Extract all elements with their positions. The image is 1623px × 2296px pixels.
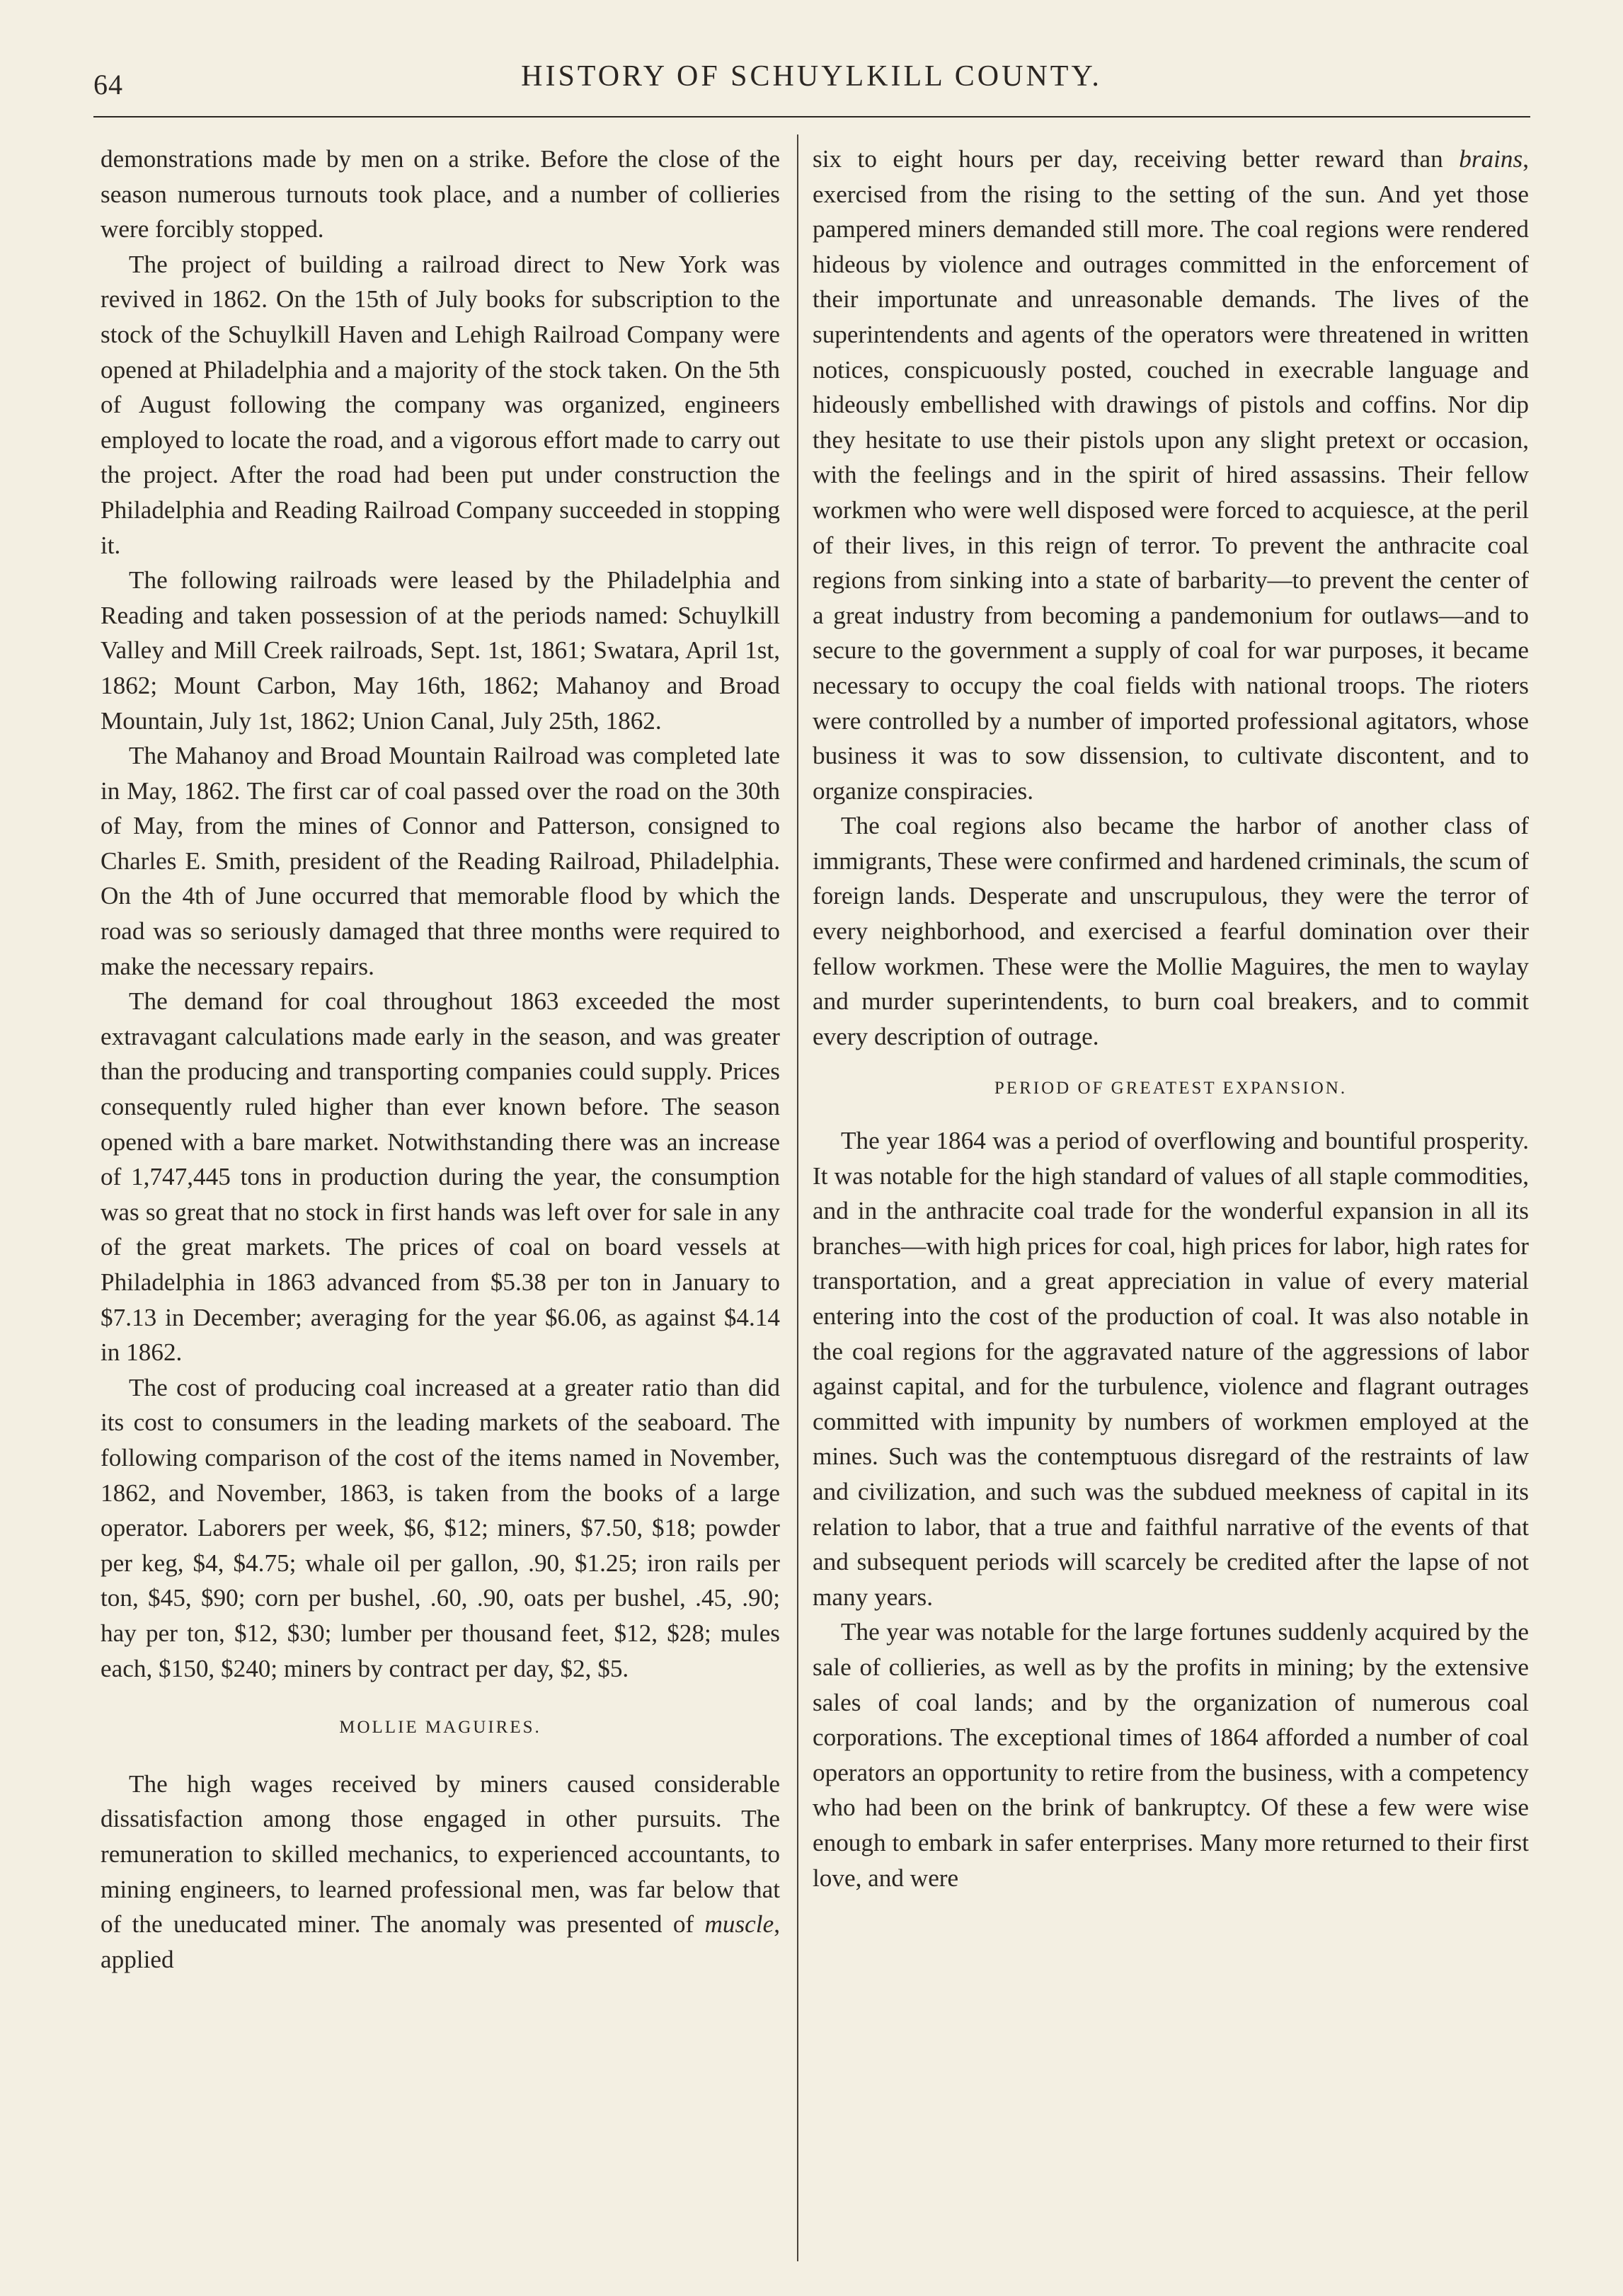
paragraph: demonstrations made by men on a strike. Before the close of the season numerous turnouts took place, and a number of collieries were forcibly stopped.: [101, 145, 780, 243]
paragraph-text: six to eight hours per day, receiving better reward than: [813, 145, 1459, 173]
paragraph-text: , applied: [101, 1910, 780, 1973]
paragraph: The Mahanoy and Broad Mountain Railroad was completed late in May, 1862. The first car of coal passed over the road on the 30th of May, from the mines of Connor and Patterson, consigned to Charles E. Smith, president of the Reading Railroad, Philadelphia. On the 4th of June occurred that memorable flood by which the road was so seriously damaged that three months were required to make the necessary repairs.: [101, 742, 780, 980]
paragraph: The year was notable for the large fortunes suddenly acquired by the sale of collieries, as well as by the profits in mining; by the extensive sales of coal lands; and by the organization of numerous coal corporations. The exceptional times of 1864 afforded a number of coal operators an opportunity to retire from the business, with a competency who had been on the brink of bankruptcy. Of these a few were wise enough to embark in safer enterprises. Many more returned to their first love, and were: [813, 1618, 1529, 1892]
paragraph: The demand for coal throughout 1863 exceeded the most extravagant calculations made early in the season, and was greater than the producing and transporting companies could supply. Prices consequently ruled higher than ever known before. The season opened with a bare market. Notwithstanding there was an increase of 1,747,445 tons in production during the year, the consumption was so great that no stock in first hands was left over for sale in any of the great markets. The prices of coal on board vessels at Philadelphia in 1863 advanced from $5.38 per ton in January to $7.13 in December; averaging for the year $6.06, as against $4.14 in 1862.: [101, 987, 780, 1367]
paragraph: The project of building a railroad direct to New York was revived in 1862. On the 15th of July books for subscription to the stock of the Schuylkill Haven and Lehigh Railroad Company were opened at Philadelphia and a majority of the stock taken. On the 5th of August following the company was organized, engineers employed to locate the road, and a vigorous effort made to carry out the project. After the road had been put under construction the Philadelphia and Reading Railroad Company succeeded in stopping it.: [101, 250, 780, 559]
paragraph: The cost of producing coal increased at a greater ratio than did its cost to consumers in the leading markets of the seaboard. The following comparison of the cost of the items named in November, 1862, and November, 1863, is taken from the books of a large operator. Laborers per week, $6, $12; miners, $7.50, $18; powder per keg, $4, $4.75; whale oil per gallon, .90, $1.25; iron rails per ton, $45, $90; corn per bushel, .60, .90, oats per bushel, .45, .90; hay per ton, $12, $30; lumber per thousand feet, $12, $28; mules each, $150, $240; miners by contract per day, $2, $5.: [101, 1373, 780, 1682]
paragraph: The year 1864 was a period of overflowing and bountiful prosperity. It was notable for the high standard of values of all staple commodities, and in the anthracite coal trade for the wonderful expansion in all its branches—with high prices for coal, high prices for labor, high rates for transportation, and a great appreciation in value of every material entering into the cost of the production of coal. It was also notable in the coal regions for the aggravated nature of the aggressions of labor against capital, and for the turbulence, violence and flagrant outrages committed with impunity by numbers of workmen employed at the mines. Such was the contemptuous disregard of the restraints of law and civilization, and such was the subdued meekness of capital in its relation to labor, that a true and faithful narrative of the events of that and subsequent periods will scarcely be credited after the lapse of not many years.: [813, 1127, 1529, 1611]
header-rule: [93, 116, 1530, 117]
paragraph: [813, 142, 1529, 808]
paragraph: [101, 1767, 780, 1978]
paragraph-text: , exercised from the rising to the setting of the sun. And yet those pampered miners demanded still more. The coal regions were rendered hideous by violence and outrages committed in the enforcement of their importunate and unreasonable demands. The lives of the superintendents and agents of the operators were threatened in written notices, conspicuously posted, couched in execrable language and hideously embellished with drawings of pistols and coffins. Nor dip they hesitate to use their pistols upon any slight pretext or occasion, with the feelings and in the spirit of hired assassins. Their fellow workmen who were well disposed were forced to acquiesce, at the peril of their lives, in this reign of terror. To prevent the anthracite coal regions from sinking into a state of barbarity—to prevent the center of a great industry from becoming a pandemonium for outlaws—and to secure to the government a supply of coal for war purposes, it became necessary to occupy the coal fields with national troops. The rioters were controlled by a number of imported professional agitators, whose business it was to sow dissension, to cultivate discontent, and to organize conspiracies.: [813, 145, 1529, 805]
right-column: [813, 142, 1529, 1895]
paragraph: The coal regions also became the harbor of another class of immigrants, These were confirmed and hardened criminals, the scum of foreign lands. Desperate and unscrupulous, they were the terror of every neighborhood, and exercised a fearful domination over their fellow workmen. These were the Mollie Maguires, the men to waylay and murder superintendents, to burn coal breakers, and to commit every description of outrage.: [813, 812, 1529, 1050]
left-column: [101, 142, 780, 1977]
running-head: HISTORY OF SCHUYLKILL COUNTY.: [521, 60, 1102, 93]
section-heading: PERIOD OF GREATEST EXPANSION.: [994, 1079, 1348, 1098]
italic-term: brains: [1459, 145, 1523, 173]
italic-term: muscle: [704, 1910, 774, 1939]
page-number: 64: [93, 69, 123, 101]
paragraph: The following railroads were leased by the Philadelphia and Reading and taken possession of at the periods named: Schuylkill Valley and Mill Creek railroads, Sept. 1st, 1861; Swatara, April 1st, 1862; Mount Carbon, May 16th, 1862; Mahanoy and Broad Mountain, July 1st, 1862; Union Canal, July 25th, 1862.: [101, 566, 780, 735]
section-heading: MOLLIE MAGUIRES.: [339, 1718, 541, 1738]
paragraph-text: The high wages received by miners caused considerable dissatisfaction among those engaged in other pursuits. The remuneration to skilled mechanics, to experienced accountants, to mining engineers, to learned professional men, was far below that of the uneducated miner. The anomaly was presented of: [101, 1769, 780, 1939]
column-divider: [797, 134, 798, 2261]
